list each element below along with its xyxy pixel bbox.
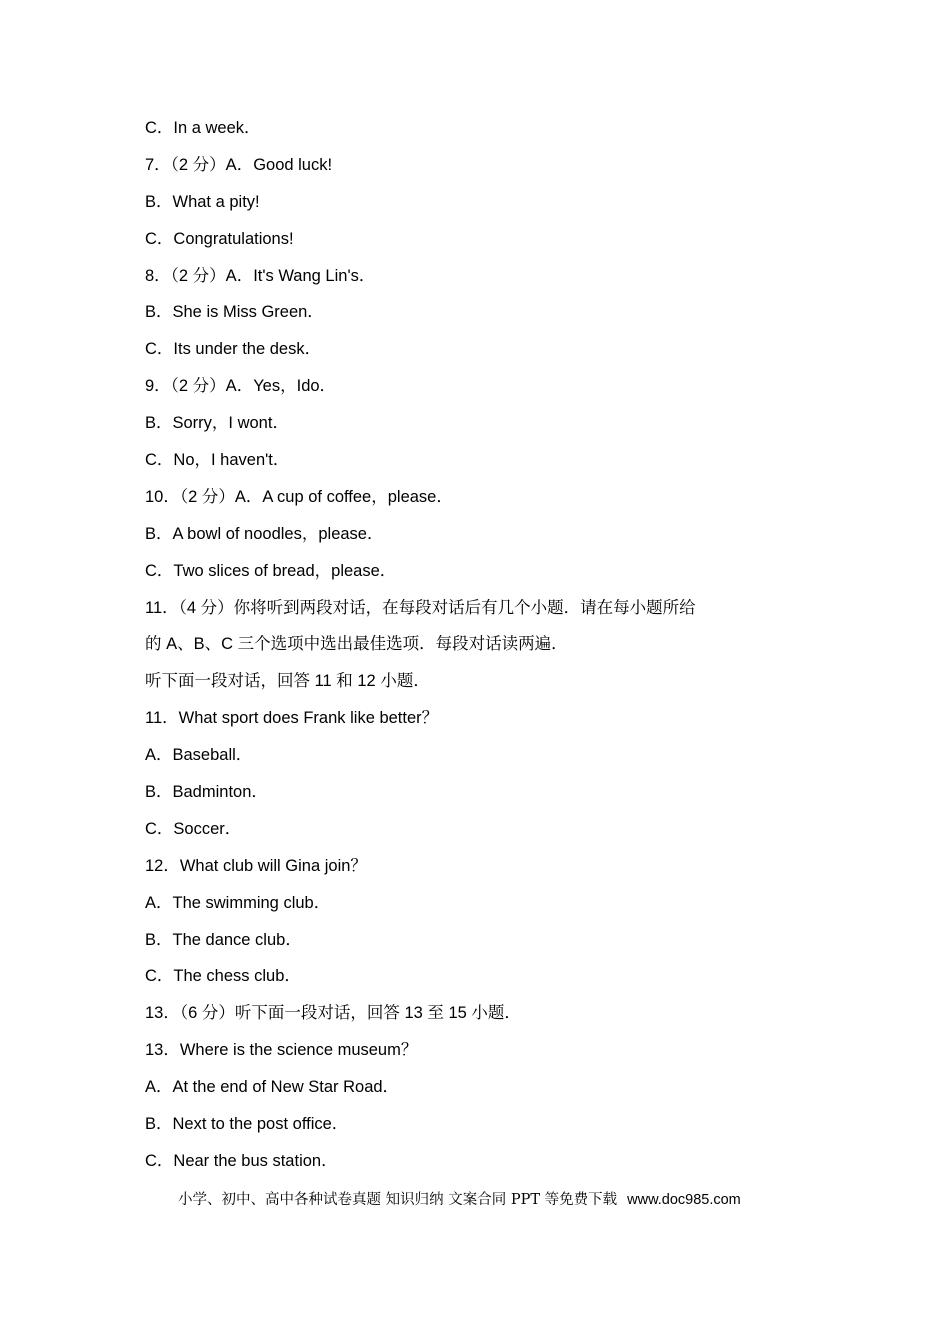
option-b-line: B．Sorry，I wont． [145,414,289,433]
question-8-line: 8．（2 分）A．It's Wang Lin's． [145,266,376,285]
option-b-line: B．Badminton． [145,783,268,802]
question-13-instruction-line: 13．（6 分）听下面一段对话，回答 13 至 15 小题． [145,1004,521,1023]
option-a-line: A．Baseball． [145,746,253,765]
option-c-line: C．Two slices of bread，please． [145,561,397,580]
option-b-line: B．What a pity! [145,192,260,211]
question-10-line: 10．（2 分）A．A cup of coffee，please． [145,487,453,506]
question-11-line: 11．What sport does Frank like better？ [145,709,439,728]
question-11-instruction-continued: 的 A、B、C 三个选项中选出最佳选项．每段对话读两遍． [145,635,568,654]
question-11-instruction-line: 11．（4 分）你将听到两段对话，在每段对话后有几个小题．请在每小题所给 [145,598,696,617]
option-a-line: A．The swimming club． [145,893,331,912]
option-c-line: C．No，I haven't． [145,451,290,470]
option-b-line: B．The dance club． [145,930,302,949]
dialogue-instruction-line: 听下面一段对话，回答 11 和 12 小题． [145,672,430,691]
option-b-line: B．She is Miss Green． [145,303,324,322]
footer-url-link[interactable]: www.doc985.com [627,1192,741,1208]
option-c-line: C．Its under the desk． [145,340,322,359]
question-12-line: 12．What club will Gina join？ [145,856,367,875]
question-7-line: 7．（2 分）A．Good luck! [145,155,333,174]
question-9-line: 9．（2 分）A．Yes，Ido． [145,377,337,396]
footer-text: 小学、初中、高中各种试卷真题 知识归纳 文案合同 PPT 等免费下载 [178,1192,618,1208]
option-c-line: C．Near the bus station． [145,1151,338,1170]
question-13-line: 13．Where is the science museum？ [145,1041,418,1060]
option-b-line: B．A bowl of noodles，please． [145,524,384,543]
option-c-line: C．The chess club． [145,967,301,986]
document-body [145,110,825,1180]
option-a-line: A．At the end of New Star Road． [145,1078,400,1097]
option-c-line: C．Congratulations! [145,229,294,248]
option-c-line: C．Soccer． [145,819,242,838]
option-c-line: C．In a week． [145,119,261,137]
page-footer [178,1188,741,1212]
option-b-line: B．Next to the post office． [145,1115,349,1134]
